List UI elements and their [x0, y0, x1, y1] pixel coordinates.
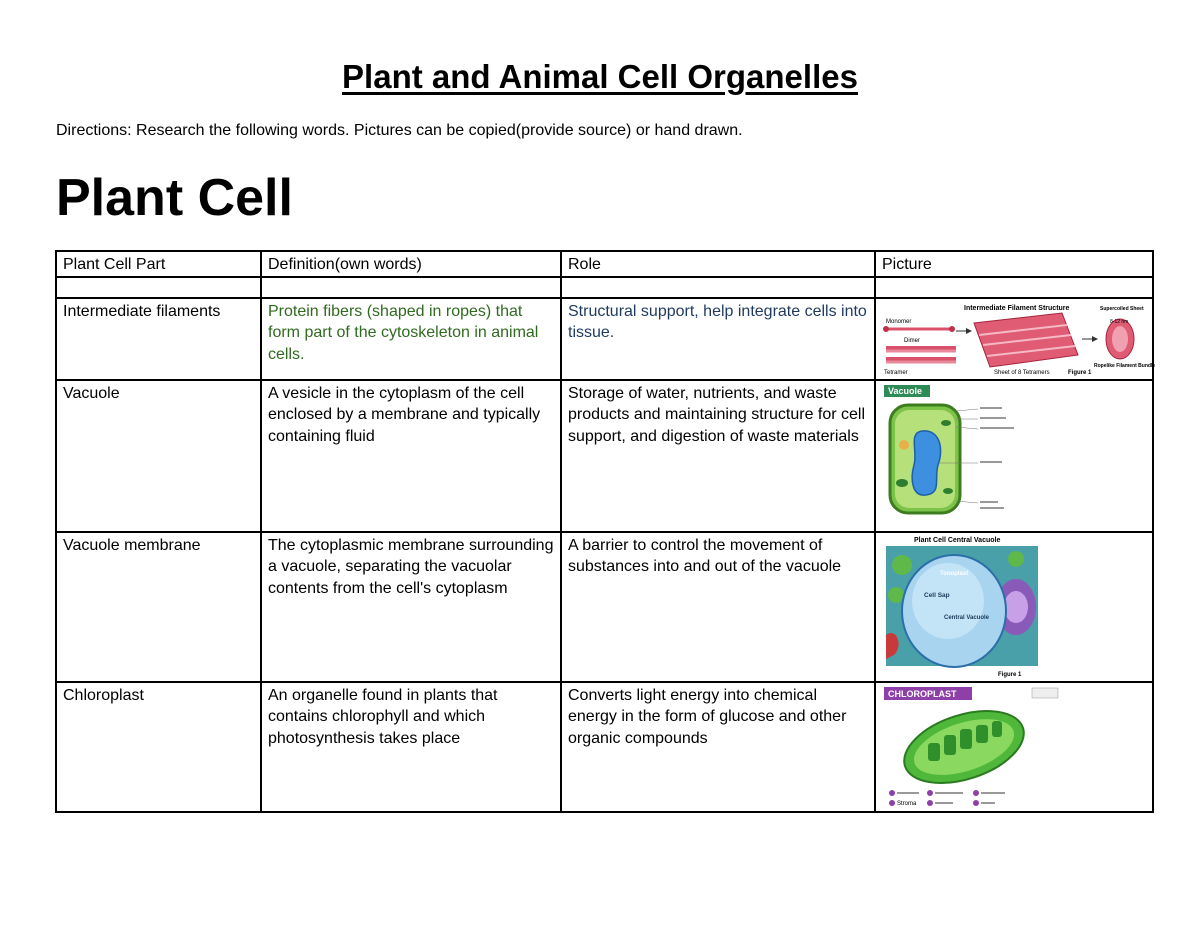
monomer-strands — [883, 326, 955, 332]
table-header-row — [56, 251, 1153, 277]
header-cell-role: Role — [561, 251, 875, 277]
diagram-label: Ropelike Filament Bundle — [1094, 362, 1156, 369]
picture-cell — [875, 298, 1156, 380]
diagram-label: Tetramer — [884, 369, 908, 376]
header-cell-picture: Picture — [875, 251, 1153, 277]
table-row-empty — [56, 277, 1153, 298]
organelle-table — [55, 250, 1154, 813]
diagram-label: Supercoiled Sheet — [1100, 305, 1144, 312]
table-row — [56, 532, 1153, 682]
dimer-strands — [886, 348, 956, 362]
picture-cell — [875, 682, 1153, 812]
diagram-label: Monomer — [886, 318, 912, 325]
table-row — [56, 682, 1153, 812]
figure-label: Figure 1 — [998, 671, 1022, 678]
vacuole-diagram — [882, 383, 1032, 527]
empty-cell — [56, 277, 261, 298]
table-row — [56, 298, 1153, 380]
figure-label: Figure 1 — [1068, 369, 1092, 376]
header-cell-part: Plant Cell Part — [56, 251, 261, 277]
diagram-label: Cell Sap — [924, 591, 950, 599]
part-cell: Chloroplast — [56, 682, 261, 812]
empty-cell — [875, 277, 1153, 298]
callout-placeholders — [980, 407, 1014, 509]
picture-cell — [875, 380, 1153, 532]
legend-label: Stroma — [897, 800, 917, 807]
definition-cell: An organelle found in plants that contains chlorophyll and which photosynthesis takes place — [261, 682, 561, 812]
diagram-label: Sheet of 8 Tetramers — [994, 369, 1050, 376]
diagram-label: Central Vacuole — [944, 614, 990, 621]
tetramer-sheet — [974, 313, 1078, 367]
diagram-title: Plant Cell Central Vacuole — [914, 536, 1001, 544]
chloroplast-badge-text: CHLOROPLAST — [888, 688, 957, 699]
role-cell: Converts light energy into chemical energy in the form of glucose and other organic compounds — [561, 682, 875, 812]
vacuole-badge-text: Vacuole — [888, 385, 923, 396]
table-row — [56, 380, 1153, 532]
document-title: Plant and Animal Cell Organelles — [342, 58, 858, 95]
chloroplast-illustration — [895, 697, 1033, 796]
legend — [889, 790, 1005, 807]
part-cell: Vacuole — [56, 380, 261, 532]
empty-cell — [561, 277, 875, 298]
plant-cell-illustration — [890, 405, 960, 513]
picture-cell — [875, 532, 1153, 682]
publisher-logo — [1032, 688, 1058, 698]
role-cell: Storage of water, nutrients, and waste products and maintaining structure for cell support, and digestion of waste materials — [561, 380, 875, 532]
directions-text: Directions: Research the following words. Pictures can be copied(provide source) or hand drawn. — [56, 122, 743, 139]
diagram-label: Dimer — [904, 337, 920, 344]
header-cell-definition: Definition(own words) — [261, 251, 561, 277]
definition-cell: A vesicle in the cytoplasm of the cell enclosed by a membrane and typically containing fluid — [261, 380, 561, 532]
part-cell: Intermediate filaments — [56, 298, 261, 380]
role-cell: Structural support, help integrate cells into tissue. — [561, 298, 875, 380]
role-cell: A barrier to control the movement of substances into and out of the vacuole — [561, 532, 875, 682]
intermediate-filament-diagram — [882, 301, 1156, 377]
central-vacuole-diagram — [882, 535, 1042, 679]
diagram-label: 8-12 nm — [1110, 318, 1129, 325]
diagram-title: Intermediate Filament Structure — [964, 304, 1070, 312]
supercoiled-bundle — [1106, 319, 1134, 359]
section-heading: Plant Cell — [56, 169, 293, 227]
part-cell: Vacuole membrane — [56, 532, 261, 682]
diagram-label: Tonoplast — [940, 570, 969, 577]
empty-cell — [261, 277, 561, 298]
chloroplast-diagram — [882, 685, 1062, 809]
definition-cell: Protein fibers (shaped in ropes) that form part of the cytoskeleton in animal cells. — [261, 298, 561, 380]
definition-cell: The cytoplasmic membrane surrounding a vacuole, separating the vacuolar contents from the cell's cytoplasm — [261, 532, 561, 682]
